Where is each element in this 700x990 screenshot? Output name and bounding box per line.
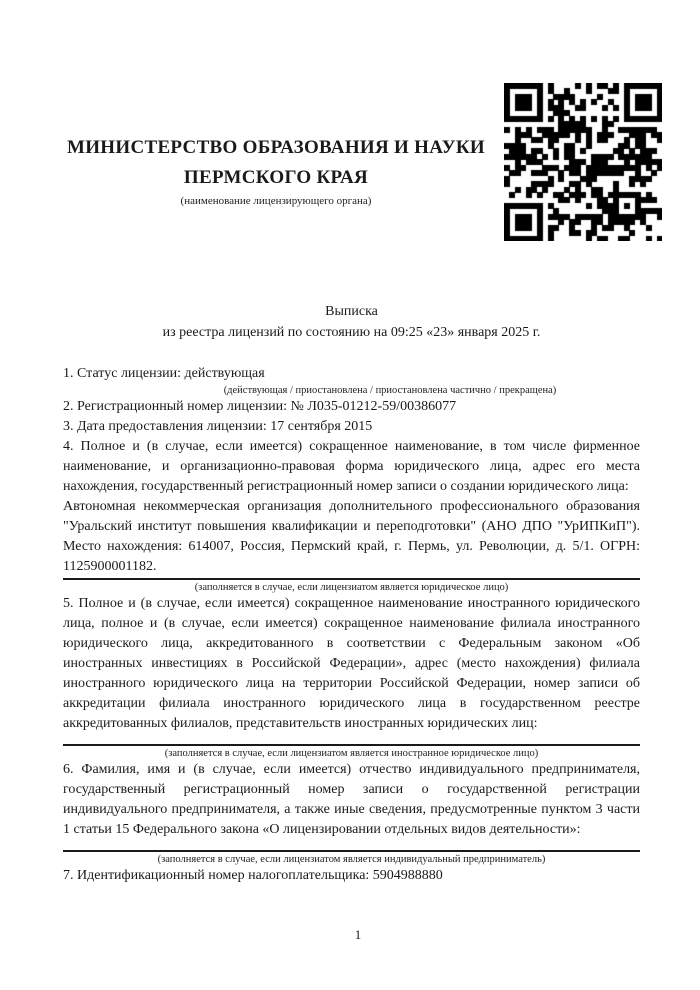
- legal-entity-value: Автономная некоммерческая организация дополнительного профессионального образования "Уральский институт повышения квалификации и переподготовки" (АНО ДПО "УрИПКиП"). Место нахождения: 614007, Россия, Пермский край, г. Пермь, ул. Революции, д. 5/1. ОГРН: 1125900001182.: [63, 499, 640, 574]
- ministry-name-line2: ПЕРМСКОГО КРАЯ: [183, 167, 369, 188]
- extract-date-line: из реестра лицензий по состоянию на 09:25 «23» января 2025 г.: [162, 325, 541, 340]
- licensing-authority-header: [60, 133, 492, 208]
- registration-number-line: 2. Регистрационный номер лицензии: № Л035-01212-59/00386077: [63, 399, 457, 414]
- legal-entity-statement: 4. Полное и (в случае, если имеется) сокращенное наименование, в том числе фирменное наименование, и организационно-правовая форма юридического лица, адрес его места нахождения, государственный регистрационный номер записи о создании юридического лица:: [63, 439, 640, 494]
- licensing-authority-caption: (наименование лицензирующего органа): [180, 195, 372, 207]
- extract-title-block: [63, 301, 640, 343]
- entrepreneur-caption: (заполняется в случае, если лицензиатом является индивидуальный предприниматель): [157, 854, 546, 865]
- foreign-entity-fill-line: [63, 744, 640, 746]
- license-status-line: 1. Статус лицензии: действующая: [63, 366, 265, 381]
- foreign-entity-statement: 5. Полное и (в случае, если имеется) сокращенное наименование иностранного юридического лица, полное и (в случае, если имеется) сокращенное наименование филиала иностранного юридического лица, аккредитованного в соответствии с Федеральным законом «Об иностранных инвестициях в Российской Федерации», адрес (место нахождения) филиала иностранного юридического лица на территории Российской Федерации, номер записи об аккредитации филиала иностранного юридического лица в государственном реестре аккредитованных филиалов, представительств иностранных юридических лиц:: [63, 596, 640, 731]
- license-status-options-caption: (действующая / приостановлена / приостановлена частично / прекращена): [223, 385, 557, 396]
- legal-entity-caption: (заполняется в случае, если лицензиатом является юридическое лицо): [194, 582, 509, 593]
- qr-code-image: [504, 83, 662, 241]
- extract-body: [63, 364, 640, 886]
- entrepreneur-fill-line: [63, 850, 640, 852]
- extract-title: Выписка: [325, 304, 378, 319]
- ministry-name-line1: МИНИСТЕРСТВО ОБРАЗОВАНИЯ И НАУКИ: [66, 137, 486, 158]
- entrepreneur-statement: 6. Фамилия, имя и (в случае, если имеется) отчество индивидуального предпринимателя, государственный регистрационный номер записи о государственной регистрации индивидуального предпринимателя, а также иные сведения, предусмотренные пунктом 3 части 1 статьи 15 Федерального закона «О лицензировании отдельных видов деятельности»:: [63, 762, 640, 837]
- taxpayer-id-line: 7. Идентификационный номер налогоплательщика: 5904988880: [63, 868, 443, 883]
- qr-code: [504, 83, 662, 241]
- legal-entity-fill-line: [63, 578, 640, 580]
- page-number: 1: [354, 927, 362, 942]
- license-grant-date-line: 3. Дата предоставления лицензии: 17 сентября 2015: [63, 419, 373, 434]
- foreign-entity-caption: (заполняется в случае, если лицензиатом является иностранное юридическое лицо): [164, 748, 539, 759]
